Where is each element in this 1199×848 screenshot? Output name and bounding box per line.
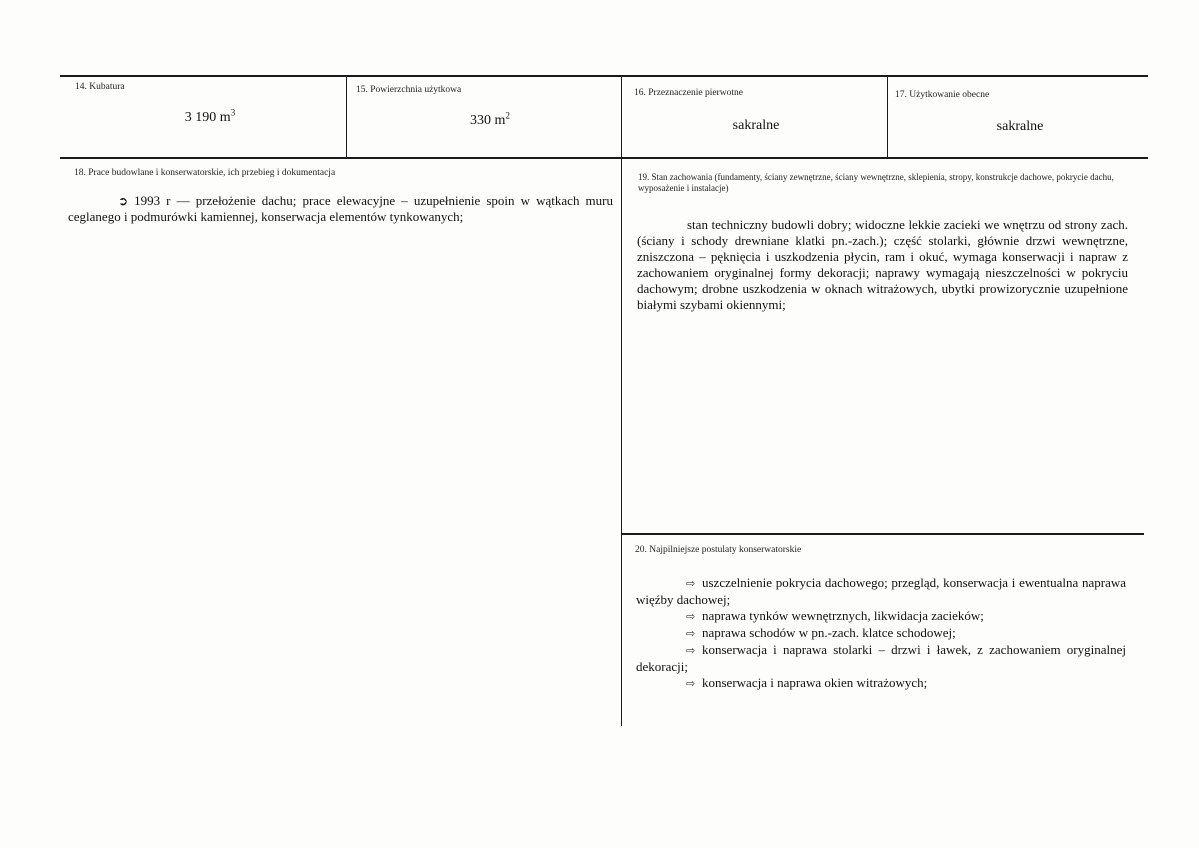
bullet-icon: ➲ [118,194,129,208]
postulaty-list [636,575,1126,692]
postulaty-label: 20. Najpilniejsze postulaty konserwatorskie [635,545,802,555]
list-item: ⇨ konserwacja i naprawa stolarki – drzwi i ławek, z zachowaniem oryginalnej dekoracji; [636,642,1126,674]
list-item: ⇨ naprawa tynków wewnętrznych, likwidacja zacieków; [686,608,984,623]
kubatura-label: 14. Kubatura [75,82,125,92]
list-item: ⇨ naprawa schodów w pn.-zach. klatce schodowej; [686,625,956,640]
stan-text: stan techniczny budowli dobry; widoczne lekkie zacieki we wnętrzu od strony zach. (ściany i schody drewniane klatki pn.-zach.); część stolarki, głównie drzwi wewnętrzne, zniszczona – pęknięcia i uszkodzenia płycin, ram i okuć, wymaga konserwacji i napraw z zachowaniem oryginalnej formy dekoracji; naprawy wymagają nieszczelności w pokryciu dachowym; drobne uszkodzenia w oknach witrażowych, ubytki prowizorycznie uzupełnione białymi szybami okiennymi; [637,217,1128,312]
col-divider-2 [621,76,622,726]
arrow-icon: ⇨ [686,577,696,590]
arrow-icon: ⇨ [686,610,696,623]
arrow-icon: ⇨ [686,677,696,690]
arrow-icon: ⇨ [686,627,696,640]
prace-entry: ➲ 1993 r — przełożenie dachu; prace elewacyjne – uzupełnienie spoin w wątkach muru ceglanego i podmurówki kamiennej, konserwacja elementów tynkowanych; [68,193,613,224]
uzytkowanie-value: sakralne [996,119,1044,134]
prace-label: 18. Prace budowlane i konserwatorskie, ich przebieg i dokumentacja [74,168,336,178]
stan-label: 19. Stan zachowania (fundamenty, ściany zewnętrzne, ściany wewnętrzne, sklepienia, stropy, konstrukcje dachowe, pokrycie dachu, wyposażenie i instalacje) [638,172,1114,193]
powierzchnia-value: 330 $m^2$ [470,110,510,128]
col-divider-1 [346,76,347,158]
przeznaczenie-label: 16. Przeznaczenie pierwotne [634,88,743,98]
col-divider-3 [887,76,888,158]
uzytkowanie-label: 17. Użytkowanie obecne [895,90,990,100]
row1-bottom-border [60,157,1148,159]
przeznaczenie-value: sakralne [732,118,780,133]
powierzchnia-label: 15. Powierzchnia użytkowa [356,85,462,95]
top-border [60,75,1148,77]
section-20-top-border [621,533,1144,535]
list-item: ⇨ konserwacja i naprawa okien witrażowych; [686,675,928,690]
arrow-icon: ⇨ [686,644,696,657]
kubatura-value: 3 190 $m^3$ [184,107,236,125]
list-item: ⇨ uszczelnienie pokrycia dachowego; przegląd, konserwacja i ewentualna naprawa więźby dachowej; [636,575,1126,607]
